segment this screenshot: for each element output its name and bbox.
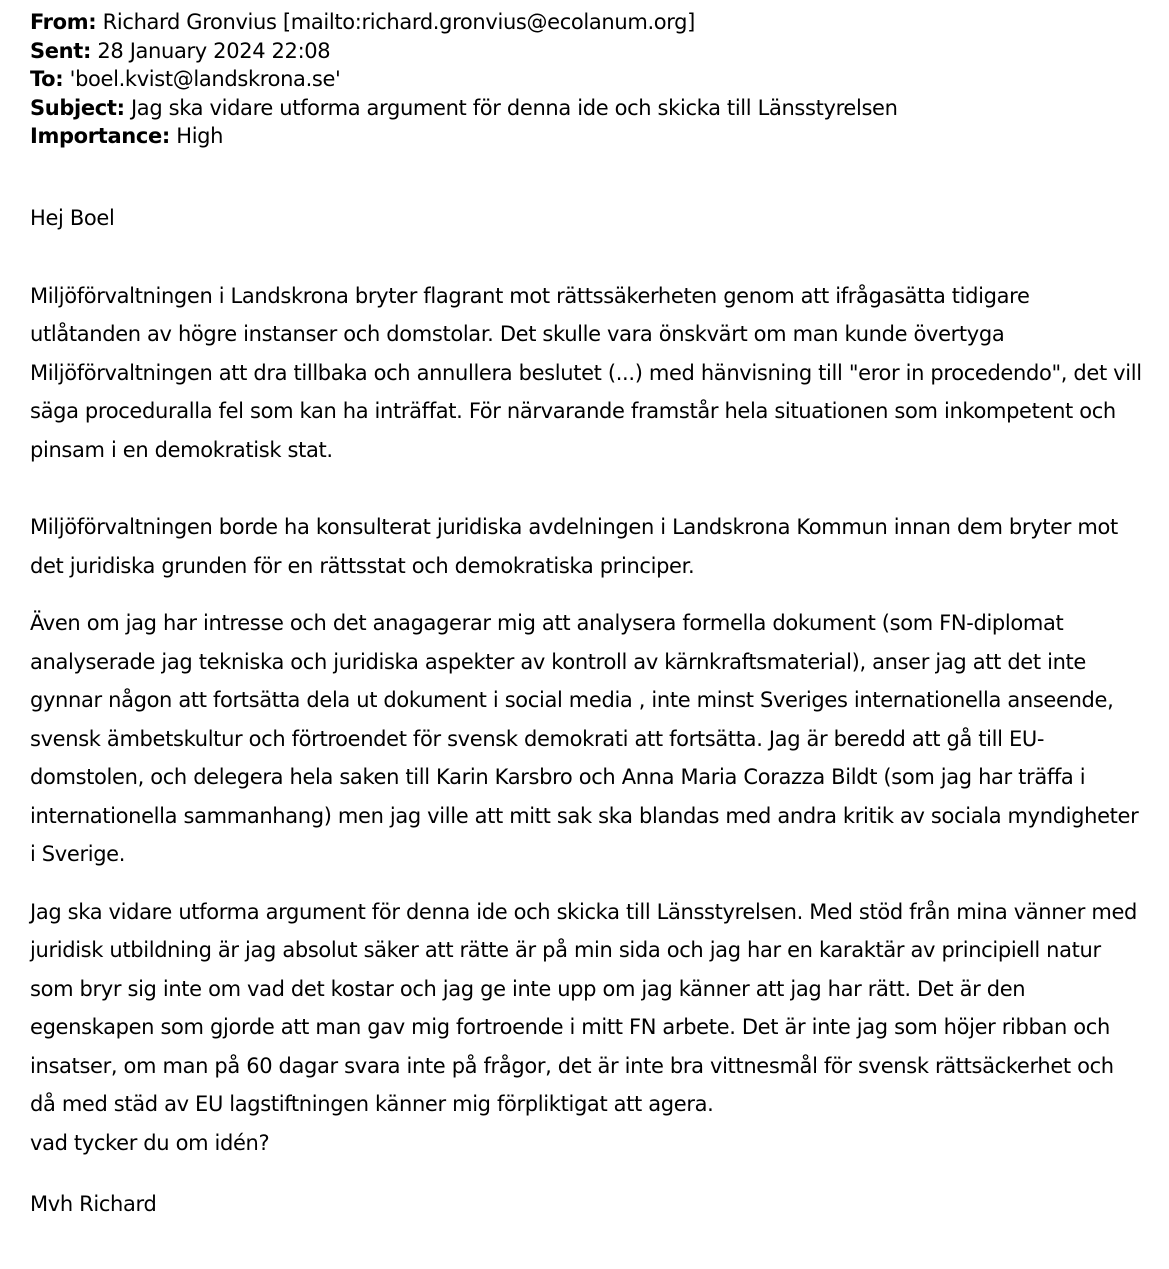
greeting: Hej Boel (30, 206, 115, 230)
from-row (30, 8, 1140, 37)
body-paragraph-4: Jag ska vidare utforma argument för denna ide och skicka till Länsstyrelsen. Med stöd från mina vänner med juridisk utbildning är jag absolut säker att rätte är på min sida och jag har en karaktär av principiell natur som bryr sig inte om vad det kostar och jag ge inte upp om jag känner att jag har rätt. Det är den egenskapen som gjorde att man gav mig fortroende i mitt FN arbete. Det är inte jag som höjer ribban och insatser, om man på 60 dagar svara inte på frågor, det är inte bra vittnesmål för svensk rättsäckerhet och då med städ av EU lagstiftningen känner mig förpliktigat att agera. (30, 899, 1138, 1116)
signature: Mvh Richard (30, 1192, 157, 1216)
body-paragraph-1: Miljöförvaltningen i Landskrona bryter flagrant mot rättssäkerheten genom att ifrågasätta tidigare utlåtanden av högre instanser och domstolar. Det skulle vara önskvärt om man kunde övertyga Miljöförvaltningen att dra tillbaka och annullera beslutet (...) med hänvisning till "eror in procedendo", det vill säga proceduralla fel som kan ha inträffat. För närvarande framstår hela situationen som inkompetent och pinsam i en demokratisk stat. (30, 283, 1142, 462)
closing-question: vad tycker du om idén? (30, 1130, 270, 1155)
importance-row (30, 122, 1140, 151)
subject-label: Subject: (30, 95, 125, 120)
sent-label: Sent: (30, 38, 92, 63)
body-paragraph-3: Även om jag har intresse och det anagagerar mig att analysera formella dokument (som FN-diplomat analyserade jag tekniska och juridiska aspekter av kontroll av kärnkraftsmaterial), anser jag att det inte gynnar någon att fortsätta dela ut dokument i social media , inte minst Sveriges internationella anseende, svensk ämbetskultur och förtroendet för svensk demokrati att fortsätta. Jag är beredd att gå till EU-domstolen, och delegera hela saken till Karin Karsbro och Anna Maria Corazza Bildt (som jag har träffa i internationella sammanhang) men jag ville att mitt sak ska blandas med andra kritik av sociala myndigheter i Sverige. (30, 611, 1139, 866)
to-value: 'boel.kvist@landskrona.se' (69, 67, 341, 91)
from-label: From: (30, 10, 97, 34)
to-label: To: (30, 67, 64, 91)
importance-label: Importance: (30, 124, 170, 148)
from-value: Richard Gronvius [mailto:richard.gronvius@ecolanum.org] (102, 10, 696, 34)
body-paragraph-2: Miljöförvaltningen borde ha konsulterat juridiska avdelningen i Landskrona Kommun innan dem bryter mot det juridiska grunden för en rättsstat och demokratiska principer. (30, 515, 1118, 578)
subject-value: Jag ska vidare utforma argument för denna ide och skicka till Länsstyrelsen (130, 95, 898, 120)
email-header (30, 8, 1140, 151)
to-row (30, 65, 1140, 94)
email-body (30, 199, 1142, 1224)
subject-row (30, 94, 1140, 123)
sent-row (30, 37, 1140, 66)
importance-value: High (176, 124, 224, 148)
sent-value: 28 January 2024 22:08 (97, 38, 331, 63)
